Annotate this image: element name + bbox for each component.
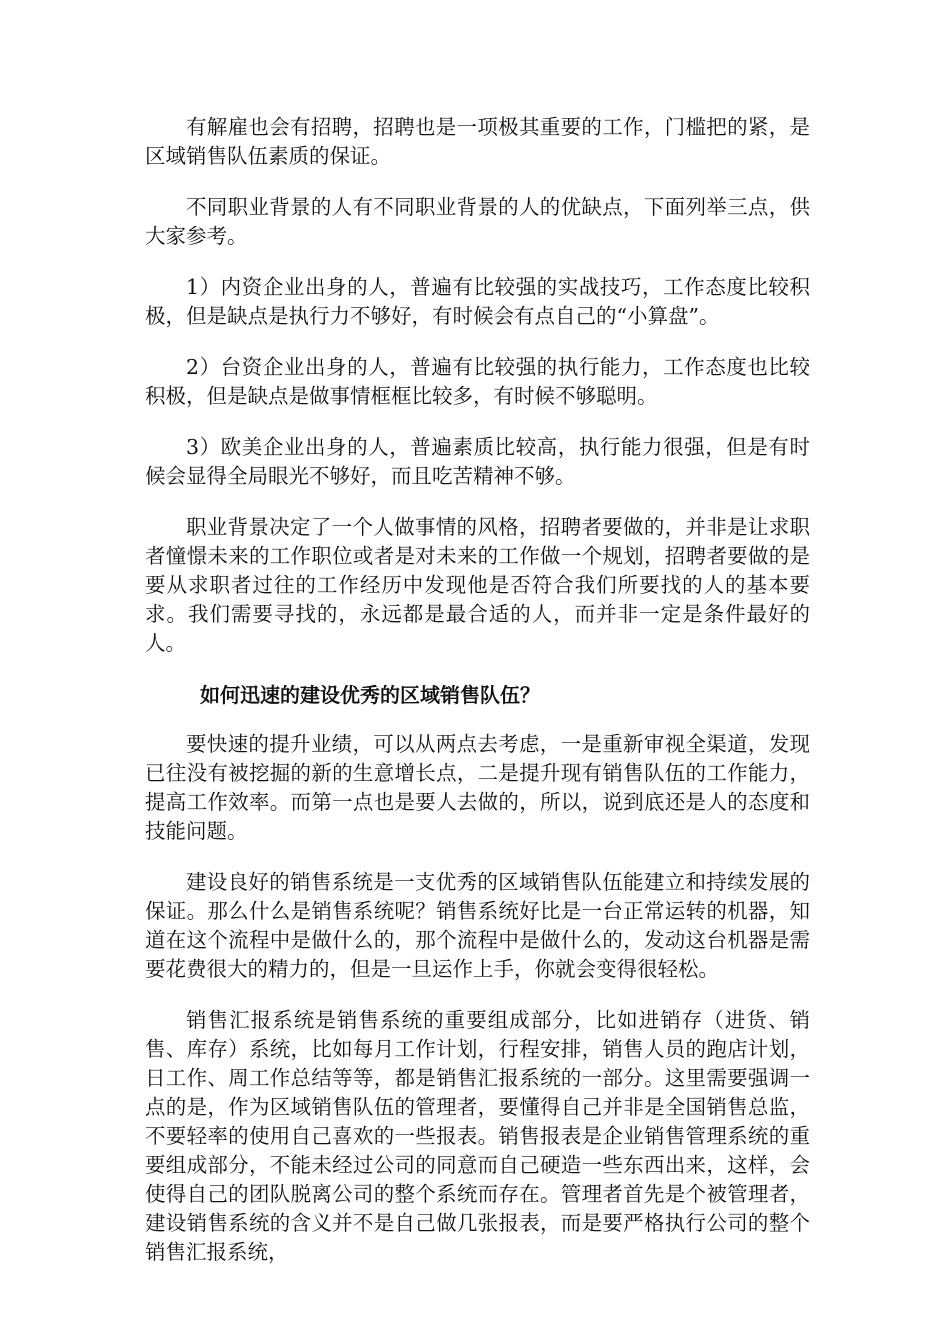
paragraph-western-enterprise: 3）欧美企业出身的人，普遍素质比较高，执行能力很强，但是有时候会显得全局眼光不够好，而且吃苦精神不够。 bbox=[145, 435, 810, 488]
paragraph-background-intro: 不同职业背景的人有不同职业背景的人的优缺点，下面列举三点，供大家参考。 bbox=[145, 195, 810, 248]
paragraph-performance: 要快速的提升业绩，可以从两点去考虑，一是重新审视全渠道，发现已往没有被挖掘的新的生意增长点，二是提升现有销售队伍的工作能力，提高工作效率。而第一点也是要人去做的，所以，说到底还是人的态度和技能问题。 bbox=[145, 732, 810, 843]
paragraph-taiwan-enterprise: 2）台资企业出身的人，普遍有比较强的执行能力，工作态度也比较积极，但是缺点是做事情框框比较多，有时候不够聪明。 bbox=[145, 355, 810, 408]
paragraph-recruitment-intro: 有解雇也会有招聘，招聘也是一项极其重要的工作，门槛把的紧，是区域销售队伍素质的保证。 bbox=[145, 115, 810, 168]
section-heading: 如何迅速的建设优秀的区域销售队伍？ bbox=[200, 683, 540, 707]
paragraph-sales-reporting: 销售汇报系统是销售系统的重要组成部分，比如进销存（进货、销售、库存）系统，比如每月工作计划，行程安排，销售人员的跑店计划，日工作、周工作总结等等，都是销售汇报系统的一部分。这里需要强调一点的是，作为区域销售队伍的管理者，要懂得自己并非是全国销售总监，不要轻率的使用自己喜欢的一些报表。销售报表是企业销售管理系统的重要组成部分，不能未经过公司的同意而自己硬造一些东西出来，这样，会使得自己的团队脱离公司的整个系统而存在。管理者首先是个被管理者，建设销售系统的含义并不是自己做几张报表，而是要严格执行公司的整个销售汇报系统， bbox=[145, 1008, 810, 1264]
paragraph-sales-system: 建设良好的销售系统是一支优秀的区域销售队伍能建立和持续发展的保证。那么什么是销售系统呢？销售系统好比是一台正常运转的机器，知道在这个流程中是做什么的，那个流程中是做什么的，发动这台机器是需要花费很大的精力的，但是一旦运作上手，你就会变得很轻松。 bbox=[145, 870, 810, 981]
paragraph-background-conclusion: 职业背景决定了一个人做事情的风格，招聘者要做的，并非是让求职者憧憬未来的工作职位或者是对未来的工作做一个规划，招聘者要做的是要从求职者过往的工作经历中发现他是否符合我们所要找的人的基本要求。我们需要寻找的，永远都是最合适的人，而并非一定是条件最好的人。 bbox=[145, 515, 810, 655]
paragraph-domestic-enterprise: 1）内资企业出身的人，普遍有比较强的实战技巧，工作态度比较积极，但是缺点是执行力不够好，有时候会有点自己的“小算盘”。 bbox=[145, 275, 810, 328]
document-body bbox=[145, 113, 810, 1289]
